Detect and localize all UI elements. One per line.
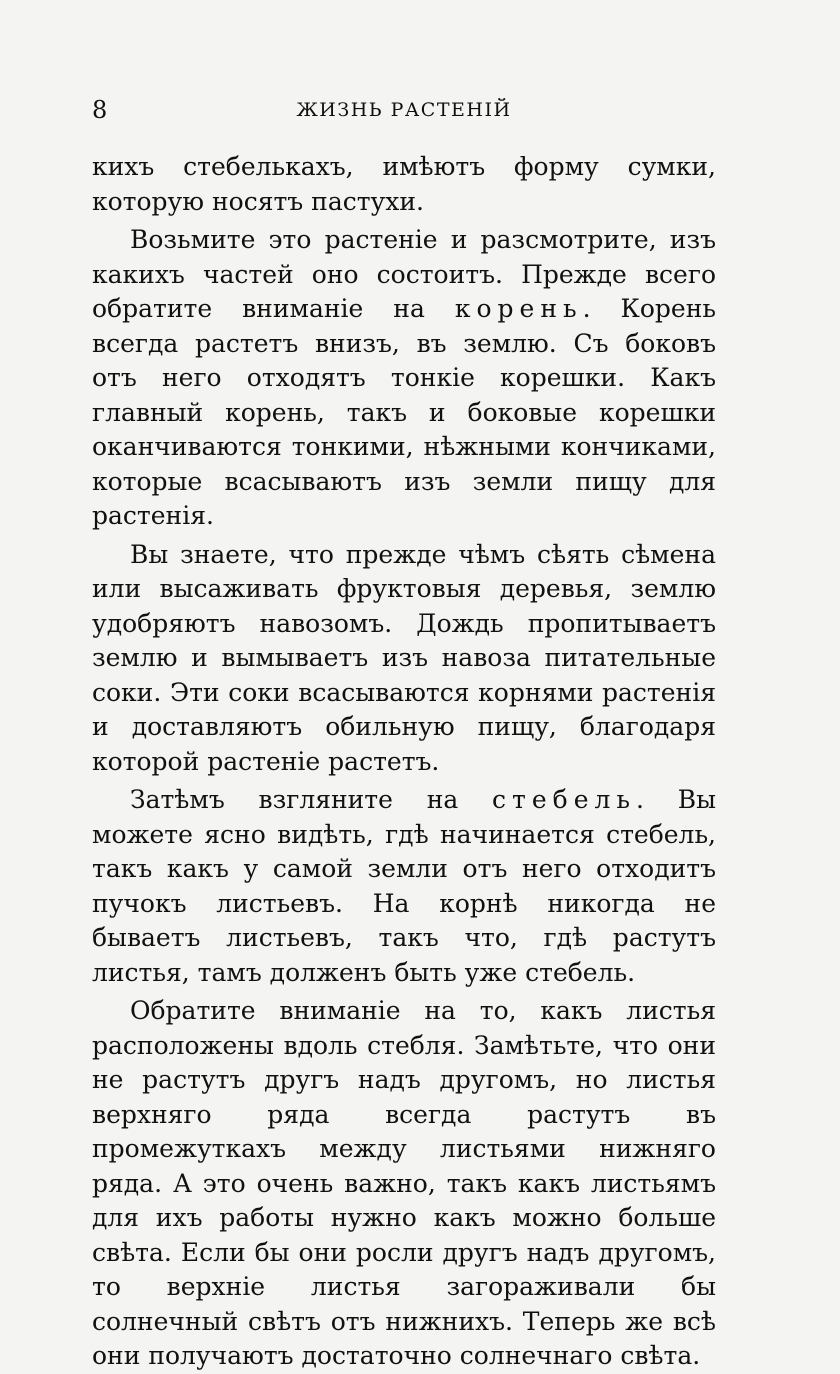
paragraph-text: Возьмите это растеніе и разсмотрите, изъ какихъ частей оно состоитъ. Прежде всего обратите вниманіе на bbox=[92, 225, 716, 323]
paragraph-3 bbox=[92, 538, 716, 780]
body-text bbox=[92, 150, 716, 1374]
spaced-term-stem: стебель bbox=[492, 785, 636, 814]
page-number: 8 bbox=[92, 96, 108, 124]
paragraph-text: . Вы можете ясно видѣть, гдѣ начинается стебель, такъ какъ у самой земли отъ него отходитъ пучокъ листьевъ. На корнѣ никогда не бываетъ листьевъ, такъ что, гдѣ растутъ листья, тамъ долженъ быть уже стебель. bbox=[92, 785, 716, 987]
paragraph-text: Вы знаете, что прежде чѣмъ сѣять сѣмена или высаживать фруктовыя деревья, землю удобряютъ навозомъ. Дождь пропитываетъ землю и вымываетъ изъ навоза питательные соки. Эти соки всасываются корнями растенія и доставляютъ обильную пищу, благодаря которой растеніе растетъ. bbox=[92, 539, 716, 776]
paragraph-5 bbox=[92, 994, 716, 1374]
paragraph-text: Затѣмъ взгляните на bbox=[130, 785, 493, 814]
paragraph-1 bbox=[92, 150, 716, 219]
paragraph-text: Обратите вниманіе на то, какъ листья расположены вдоль стебля. Замѣтьте, что они не растутъ другъ надъ другомъ, но листья верхняго ряда всегда растутъ въ промежуткахъ между листьями нижняго ряда. А это очень важно, такъ какъ листьямъ для ихъ работы нужно какъ можно больше свѣта. Если бы они росли другъ надъ другомъ, то верхніе листья загораживали бы солнечный свѣтъ отъ нижнихъ. Теперь же всѣ они получаютъ достаточно солнечнаго свѣта. bbox=[92, 996, 716, 1370]
paragraph-4 bbox=[92, 783, 716, 990]
paragraph-text: . Корень всегда растетъ внизъ, въ землю. Съ боковъ отъ него отходятъ тонкіе корешки. Какъ главный корень, такъ и боковые корешки оканчиваются тонкими, нѣжными кончиками, которые всасываютъ изъ земли пищу для растенія. bbox=[92, 294, 716, 530]
page-header bbox=[92, 92, 716, 128]
running-title: ЖИЗНЬ РАСТЕНІЙ bbox=[296, 99, 512, 121]
paragraph-2 bbox=[92, 223, 716, 534]
spaced-term-root: корень bbox=[454, 294, 583, 323]
paragraph-text: кихъ стебелькахъ, имѣютъ форму сумки, которую носятъ пастухи. bbox=[92, 152, 716, 216]
